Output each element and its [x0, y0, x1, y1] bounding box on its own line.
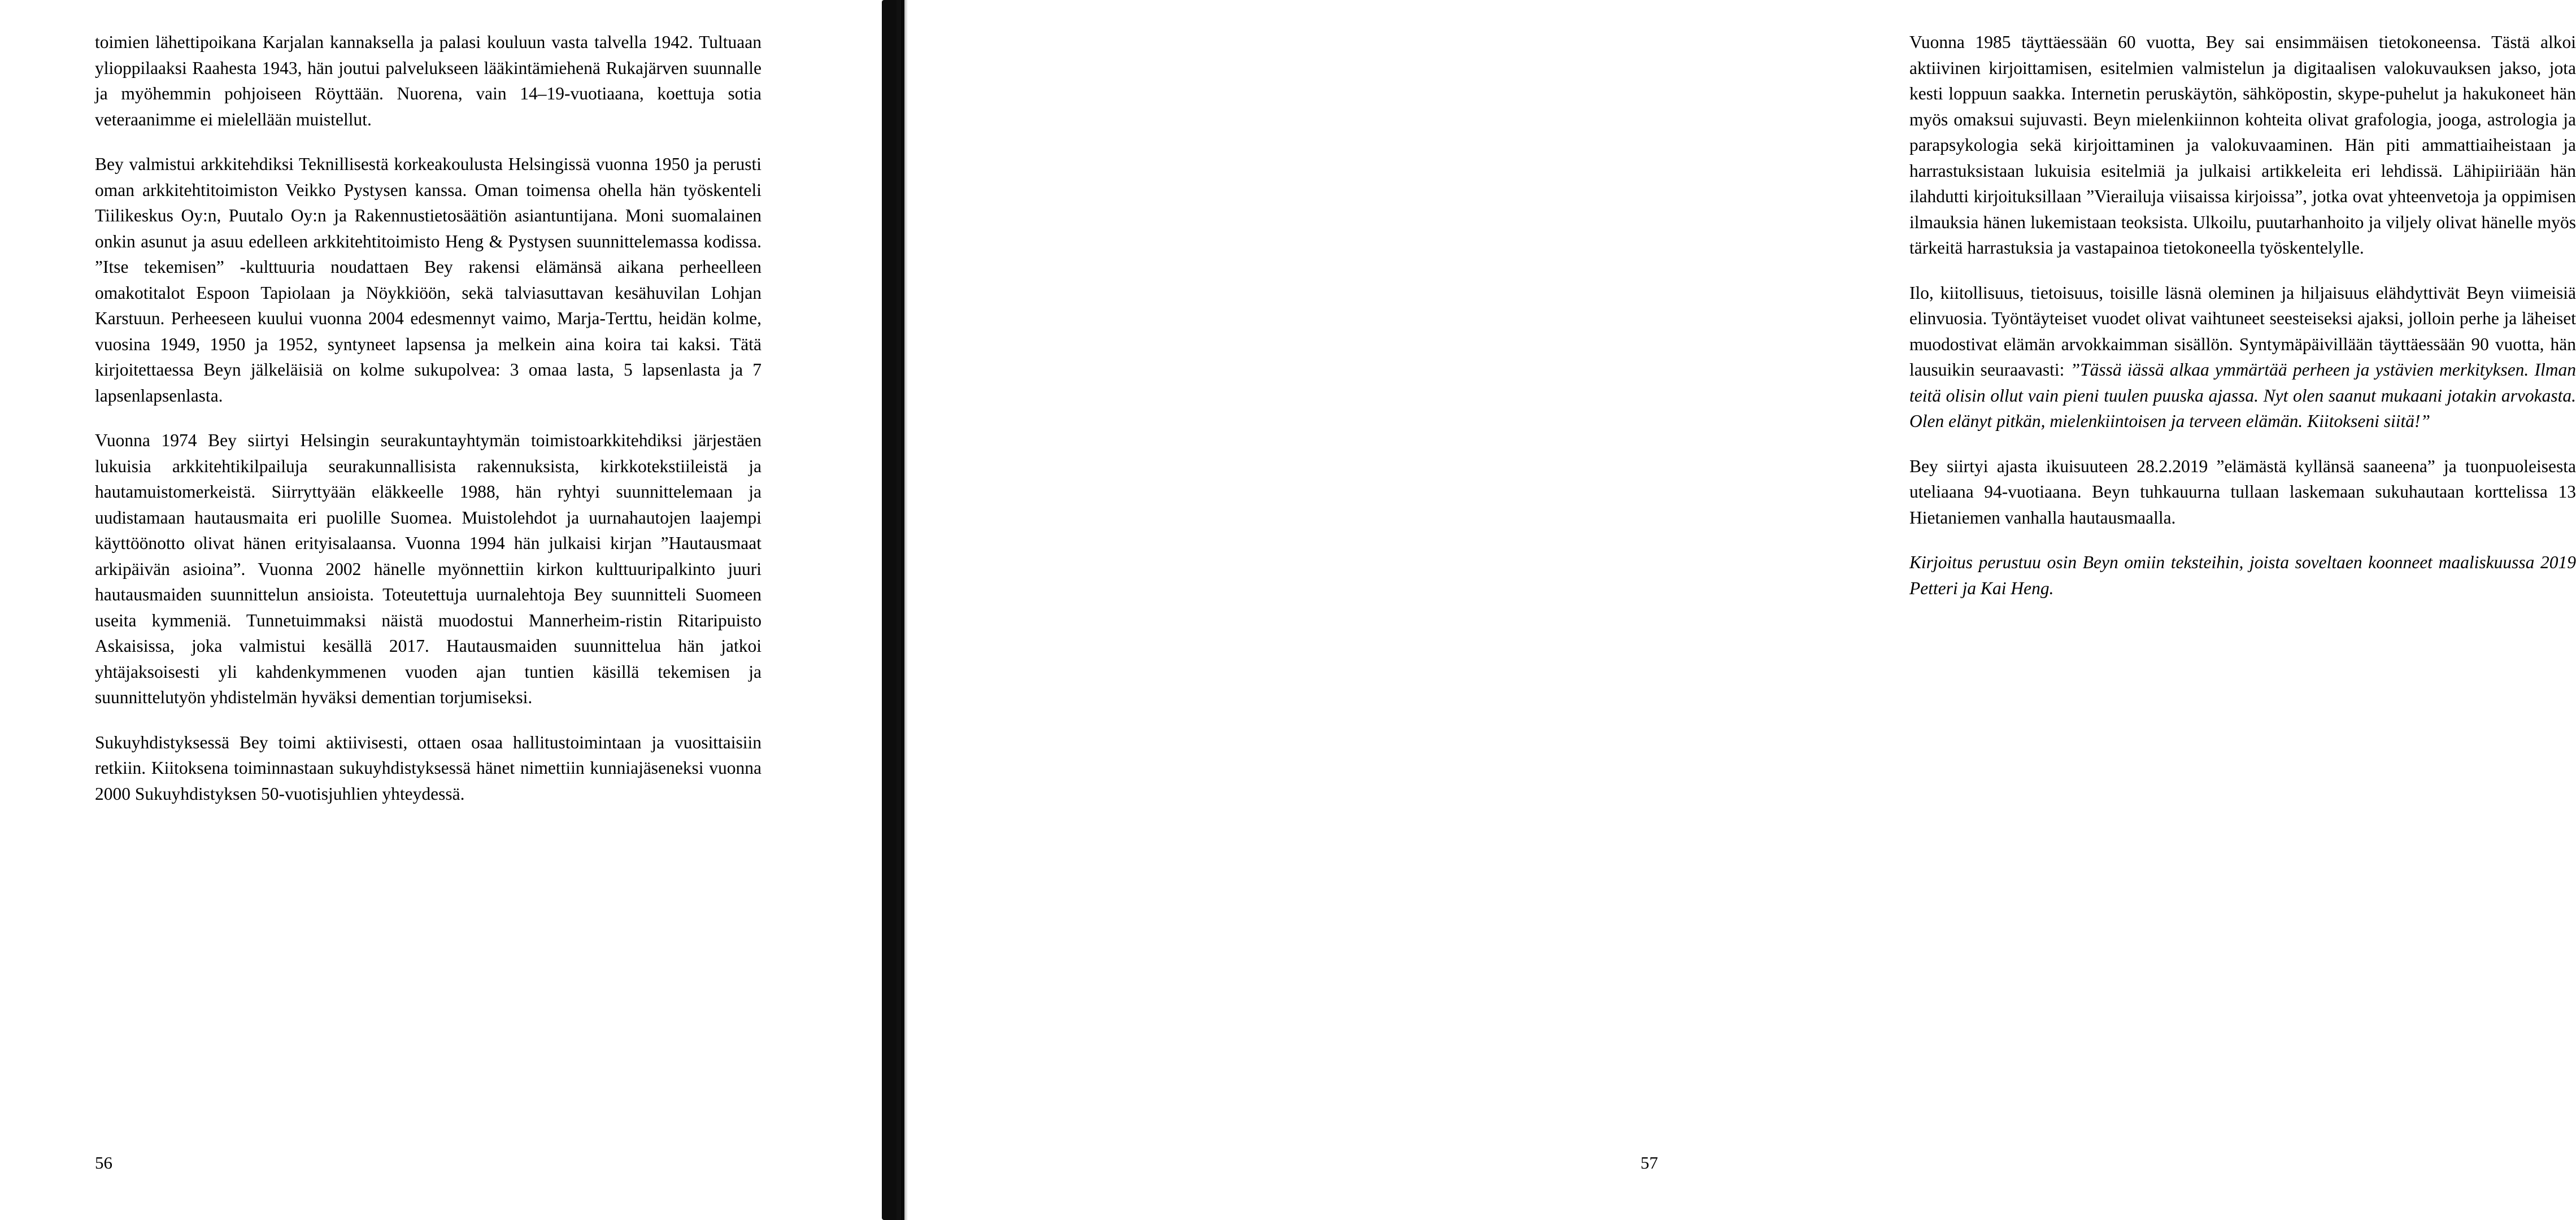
paragraph: toimien lähettipoikana Karjalan kannaksella ja palasi kouluun vasta talvella 1942. Tultuaan ylioppilaaksi Raahesta 1943, hän joutui palvelukseen lääkintämiehenä Rukajärven suunnalle ja myöhemmin pohjoiseen Röyttään. Nuorena, vain 14–19-vuotiaana, koettuja sotia veteraanimme ei mielellään muistellut.	[95, 32, 762, 129]
paragraph: Bey siirtyi ajasta ikuisuuteen 28.2.2019 ”elämästä kyllänsä saaneena” ja tuonpuoleisesta uteliaana 94-vuotiaana. Beyn tuhkauurna tullaan laskemaan sukuhautaan korttelissa 13 Hietaniemen vanhalla hautausmaalla.	[1909, 456, 2576, 528]
pull-quote: ”Tässä iässä alkaa ymmärtää perheen ja ystävien merkityksen. Ilman teitä olisin ollut vain pieni tuulen puuska ajassa. Nyt olen saanut mukaani jotakin arvokasta. Olen elänyt pitkän, mielenkiintoisen ja terveen elämän. Kiitokseni siitä!”	[1909, 360, 2576, 431]
page-number-right: 57	[1641, 1153, 1658, 1173]
paragraph: Sukuyhdistyksessä Bey toimi aktiivisesti, ottaen osaa hallitustoimintaan ja vuosittaisiin retkiin. Kiitoksena toiminnastaan sukuyhdistyksessä hänet nimettiin kunniajäseneksi vuonna 2000 Sukuyhdistyksen 50-vuotisjuhlien yhteydessä.	[95, 732, 762, 804]
paragraph: Bey valmistui arkkitehdiksi Teknillisestä korkeakoulusta Helsingissä vuonna 1950 ja perusti oman arkkitehtitoimiston Veikko Pystysen kanssa. Oman toimensa ohella hän työskenteli Tiilikeskus Oy:n, Puutalo Oy:n ja Rakennustietosäätiön asiantuntijana. Moni suomalainen onkin asunut ja asuu edelleen arkkitehtitoimisto Heng & Pystysen suunnittelemassa kodissa. ”Itse tekemisen” -kulttuuria noudattaen Bey rakensi elämänsä aikana perheelleen omakotitalot Espoon Tapiolaan ja Nöykkiöön, sekä talviasuttavan kesähuvilan Lohjan Karstuun. Perheeseen kuului vuonna 2004 edesmennyt vaimo, Marja-Terttu, heidän kolme, vuosina 1949, 1950 ja 1952, syntyneet lapsensa ja melkein aina koira tai kaksi. Tätä kirjoitettaessa Beyn jälkeläisiä on kolme sukupolvea: 3 omaa lasta, 5 lapsenlasta ja 7 lapsenlapsenlasta.	[95, 154, 762, 406]
binding-shadow	[882, 0, 899, 1220]
page-left	[0, 0, 873, 1220]
paragraph-text: Ilo, kiitollisuus, tietoisuus, toisille läsnä oleminen ja hiljaisuus elähdyttivät Beyn viimeisiä elinvuosia. Työntäyteiset vuodet olivat vaihtuneet seesteiseksi ajaksi, jolloin perhe ja läheiset muodostivat elämän arvokkaimman sisällön. Syntymäpäivillään täyttäessään 90 vuotta, hän lausuikin seuraavasti:	[1909, 282, 2576, 380]
page-right	[918, 0, 2576, 1220]
text-column-right	[1909, 29, 2576, 601]
binding-gradient	[901, 0, 908, 1220]
page-number-left: 56	[95, 1153, 112, 1173]
paragraph: Vuonna 1985 täyttäessään 60 vuotta, Bey sai ensimmäisen tietokoneensa. Tästä alkoi aktiivinen kirjoittamisen, esitelmien valmistelun ja digitaalisen valokuvauksen jakso, jota kesti loppuun saakka. Internetin peruskäytön, sähköpostin, skype-puhelut ja hakukoneet hän myös omaksui sujuvasti. Beyn mielenkiinnon kohteita olivat grafologia, jooga, astrologia ja parapsykologia sekä kirjoittaminen ja valokuvaaminen. Hän piti ammattiaiheistaan ja harrastuksistaan lukuisia esitelmiä ja julkaisi artikkeleita eri lehdissä. Lähipiiriään hän ilahdutti kirjoituksillaan ”Vierailuja viisaissa kirjoissa”, jotka ovat yhteenvetoja ja oppimisen ilmauksia hänen lukemistaan teoksista. Ulkoilu, puutarhanhoito ja viljely olivat hänelle myös tärkeitä harrastuksia ja vastapainoa tietokoneella työskentelylle.	[1909, 32, 2576, 258]
attribution-note: Kirjoitus perustuu osin Beyn omiin teksteihin, joista soveltaen koonneet maaliskuussa 2019 Petteri ja Kai Heng.	[1909, 552, 2576, 598]
paragraph-with-quote	[1909, 280, 2576, 434]
paragraph: Vuonna 1974 Bey siirtyi Helsingin seurakuntayhtymän toimistoarkkitehdiksi järjestäen lukuisia arkkitehtikilpailuja seurakunnallisista rakennuksista, kirkkotekstiileistä ja hautamuistomerkeistä. Siirryttyään eläkkeelle 1988, hän ryhtyi suunnittelemaan ja uudistamaan hautausmaita eri puolille Suomea. Muistolehdot ja uurnahautojen laajempi käyttöönotto olivat hänen erityisalaansa. Vuonna 1994 hän julkaisi kirjan ”Hautausmaat arkipäivän asioina”. Vuonna 2002 hänelle myönnettiin kirkon kulttuuripalkinto juuri hautausmaiden suunnittelun ansioista. Toteutettuja uurnalehtoja Bey suunnitteli Suomeen useita kymmeniä. Tunnetuimmaksi näistä muodostui Mannerheim-ristin Ritaripuisto Askaisissa, joka valmistui kesällä 2017. Hautausmaiden suunnittelua hän jatkoi yhtäjaksoisesti yli kahdenkymmenen vuoden ajan tuntien käsillä tekemisen ja suunnittelutyön yhdistelmän hyväksi dementian torjumiseksi.	[95, 430, 762, 707]
text-column-left	[95, 29, 762, 807]
book-gutter	[873, 0, 918, 1220]
